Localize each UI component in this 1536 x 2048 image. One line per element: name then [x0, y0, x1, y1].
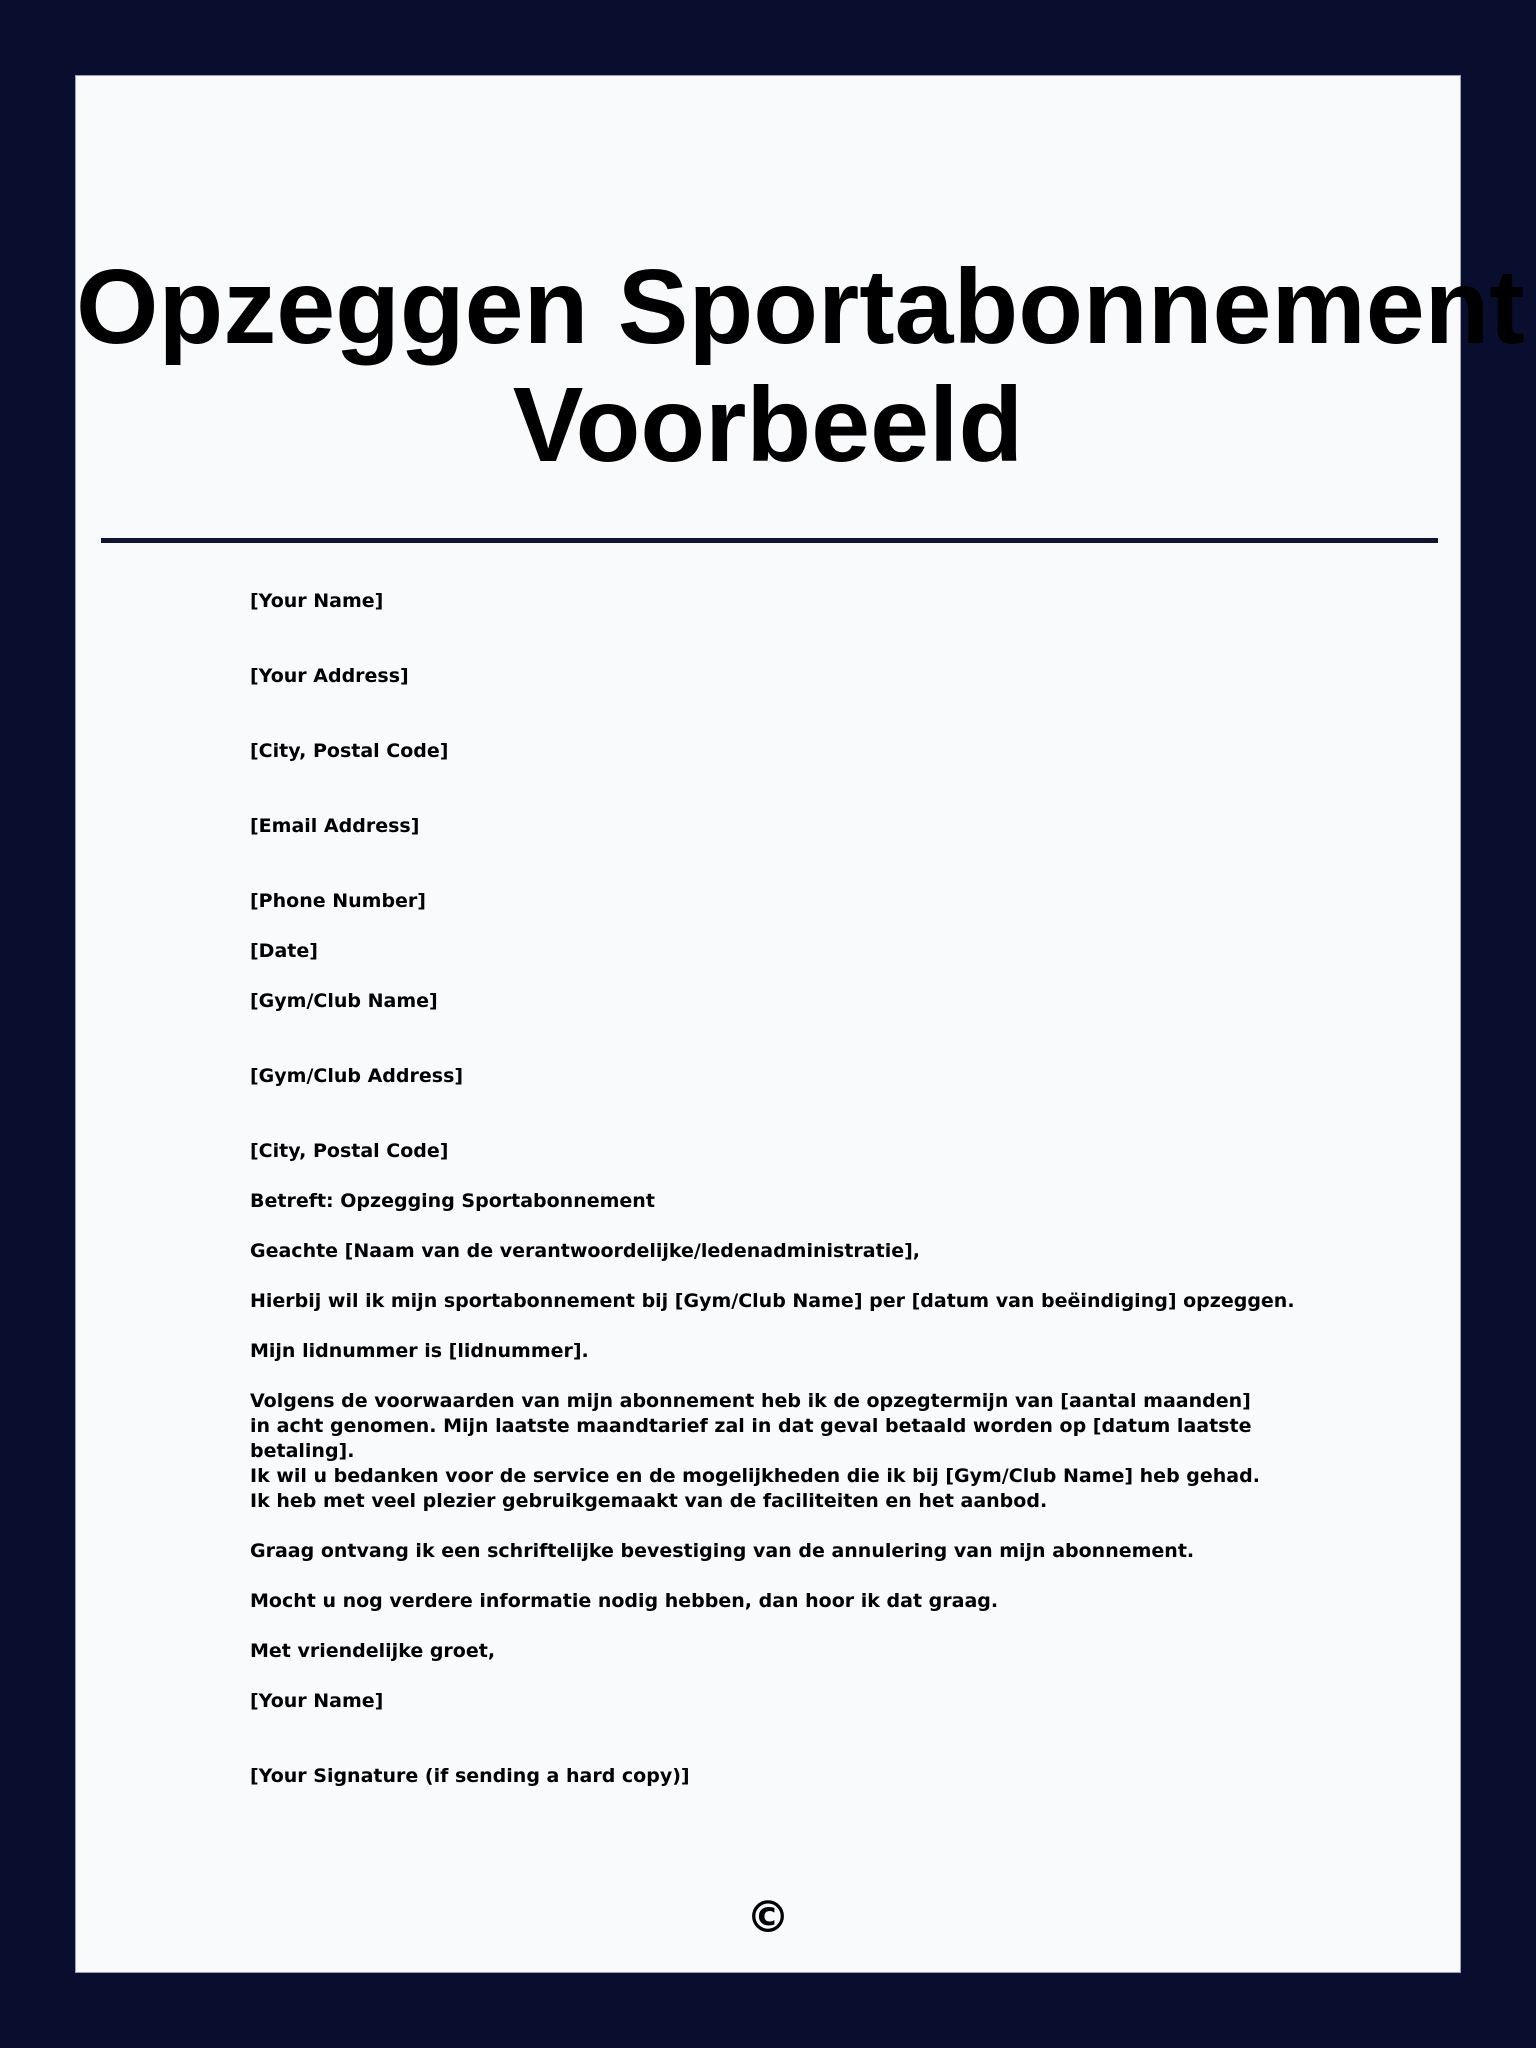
letter-date: [Date] [250, 940, 318, 962]
body-paragraph-2: Mijn lidnummer is [lidnummer]. [250, 1340, 589, 1362]
page-title [76, 248, 1525, 484]
letter-salutation: Geachte [Naam van de verantwoordelijke/ledenadministratie], [250, 1240, 920, 1262]
sender-city-postal: [City, Postal Code] [250, 740, 449, 762]
recipient-name: [Gym/Club Name] [250, 990, 438, 1012]
body-paragraph-6: Mocht u nog verdere informatie nodig hebben, dan hoor ik dat graag. [250, 1590, 999, 1612]
sender-address: [Your Address] [250, 665, 409, 687]
recipient-city-postal: [City, Postal Code] [250, 1140, 449, 1162]
body-paragraph-3: Volgens de voorwaarden van mijn abonnement heb ik de opzegtermijn van [aantal maanden] in acht genomen. Mijn laatste maandtarief zal in dat geval betaald worden op [datum laatste betaling]. [250, 1390, 1252, 1462]
body-paragraph-5: Graag ontvang ik een schriftelijke bevestiging van de annulering van mijn abonnement. [250, 1540, 1195, 1562]
sender-phone: [Phone Number] [250, 890, 426, 912]
body-paragraph-4: Ik wil u bedanken voor de service en de mogelijkheden die ik bij [Gym/Club Name] heb gehad. Ik heb met veel plezier gebruikgemaakt van de faciliteiten en het aanbod. [250, 1465, 1260, 1512]
title-divider [101, 538, 1438, 543]
title-line-2: Voorbeeld [512, 366, 1024, 484]
recipient-address: [Gym/Club Address] [250, 1065, 464, 1087]
copyright-icon: © [746, 1892, 790, 1943]
letter-page [75, 75, 1525, 1973]
title-line-1: Opzeggen Sportabonnement [76, 248, 1525, 366]
signature-placeholder: [Your Signature (if sending a hard copy)] [250, 1765, 690, 1787]
closing-name: [Your Name] [250, 1690, 384, 1712]
body-paragraph-1: Hierbij wil ik mijn sportabonnement bij [Gym/Club Name] per [datum van beëindiging] opzeggen. [250, 1290, 1295, 1312]
letter-subject: Betreft: Opzegging Sportabonnement [250, 1190, 655, 1212]
sender-name: [Your Name] [250, 590, 384, 612]
sender-email: [Email Address] [250, 815, 420, 837]
letter-closing: Met vriendelijke groet, [250, 1640, 496, 1662]
